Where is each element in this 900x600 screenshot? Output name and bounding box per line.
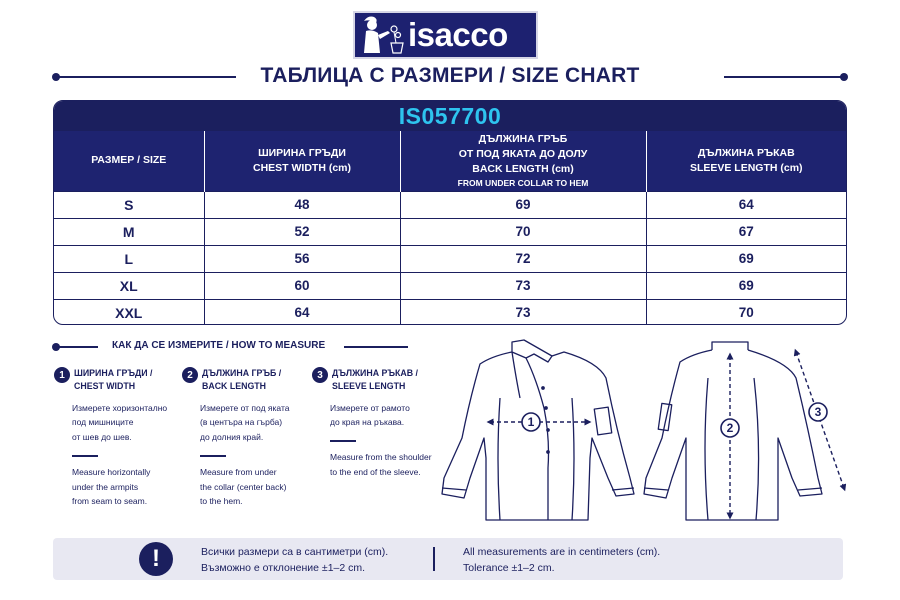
step-text-en: Measure from under	[200, 466, 277, 477]
notice-bg-line-2: Възможно е отклонение ±1–2 cm.	[201, 561, 366, 574]
model-code: IS057700	[54, 101, 846, 131]
step-text-en: Measure horizontally	[72, 466, 151, 477]
cell-chest: 56	[204, 245, 400, 272]
chef-figure-icon	[358, 13, 412, 57]
step-back-length	[182, 367, 307, 509]
step-heading-bg: ШИРИНА ГРЪДИ /	[74, 368, 153, 378]
cell-sleeve: 69	[646, 245, 846, 272]
step-text-en: Measure from the shoulder	[330, 451, 432, 462]
marker-3-label: 3	[814, 405, 822, 419]
step-text-en: to the end of the sleeve.	[330, 466, 421, 477]
step-text-bg: от шев до шев.	[72, 432, 132, 443]
cell-chest: 60	[204, 272, 400, 299]
cell-size: L	[54, 245, 204, 272]
step-number-badge: 3	[312, 367, 328, 383]
step-text-en: the collar (center back)	[200, 481, 287, 492]
step-divider	[72, 455, 98, 457]
step-divider	[330, 440, 356, 442]
title-dot-right	[840, 73, 848, 81]
notice-en-line-1: All measurements are in centimeters (cm).	[463, 546, 661, 558]
measurement-notice	[53, 538, 843, 580]
table-row	[54, 245, 846, 272]
how-rule-right	[344, 346, 408, 348]
cell-chest: 48	[204, 191, 400, 218]
step-heading-en: CHEST WIDTH	[74, 380, 136, 391]
cell-size: S	[54, 191, 204, 218]
step-chest-width	[54, 367, 179, 509]
cell-chest: 64	[204, 299, 400, 325]
cell-sleeve: 64	[646, 191, 846, 218]
header-size: РАЗМЕР / SIZE	[54, 131, 204, 191]
table-row	[54, 191, 846, 218]
size-table	[54, 131, 846, 325]
step-heading-en: SLEEVE LENGTH	[332, 380, 406, 391]
step-text-bg: Измерете хоризонтално	[72, 402, 168, 413]
how-to-measure-title: КАК ДА СЕ ИЗМЕРИТЕ / HOW TO MEASURE	[112, 340, 326, 351]
step-text-en: to the hem.	[200, 496, 243, 507]
marker-1-label: 1	[527, 415, 535, 429]
cell-chest: 52	[204, 218, 400, 245]
cell-sleeve: 67	[646, 218, 846, 245]
title-rule-right	[724, 76, 844, 78]
page-title: ТАБЛИЦА С РАЗМЕРИ / SIZE CHART	[260, 64, 640, 87]
table-row	[54, 272, 846, 299]
cell-size: XL	[54, 272, 204, 299]
title-row	[52, 64, 848, 90]
table-header-row	[54, 131, 846, 191]
step-text-bg: до края на ръкава.	[330, 417, 405, 428]
how-rule-left	[56, 346, 98, 348]
header-back: ДЪЛЖИНА ГРЪБ ОТ ПОД ЯКАТА ДО ДОЛУ BACK LENGTH (cm) FROM UNDER COLLAR TO HEM	[400, 131, 646, 191]
cell-size: M	[54, 218, 204, 245]
brand-logo	[353, 11, 538, 59]
notice-en-line-2: Tolerance ±1–2 cm.	[463, 561, 555, 574]
jacket-diagrams	[440, 338, 855, 528]
step-text-en: from seam to seam.	[72, 496, 148, 507]
logo-wordmark: isacco	[408, 16, 508, 53]
cell-sleeve: 69	[646, 272, 846, 299]
step-heading-bg: ДЪЛЖИНА РЪКАВ /	[332, 368, 418, 378]
step-text-bg: (в центъра на гърба)	[200, 417, 283, 428]
cell-sleeve: 70	[646, 299, 846, 325]
marker-2-label: 2	[726, 421, 734, 435]
notice-bg-line-1: Всички размери са в сантиметри (cm).	[201, 546, 389, 558]
notice-text-bg	[201, 545, 388, 577]
cell-back: 73	[400, 272, 646, 299]
cell-back: 69	[400, 191, 646, 218]
size-table-card	[53, 100, 847, 325]
header-sleeve: ДЪЛЖИНА РЪКАВ SLEEVE LENGTH (cm)	[646, 131, 846, 191]
step-text-bg: под мишниците	[72, 417, 134, 428]
step-sleeve-length	[312, 367, 447, 480]
step-text-bg: до долния край.	[200, 432, 264, 443]
cell-size: XXL	[54, 299, 204, 325]
step-text-bg: Измерете от рамото	[330, 402, 410, 413]
step-number-badge: 1	[54, 367, 70, 383]
step-number-badge: 2	[182, 367, 198, 383]
header-chest: ШИРИНА ГРЪДИ CHEST WIDTH (cm)	[204, 131, 400, 191]
step-heading-bg: ДЪЛЖИНА ГРЪБ /	[202, 368, 282, 378]
step-heading-en: BACK LENGTH	[202, 380, 267, 391]
step-divider	[200, 455, 226, 457]
front-jacket-drawing	[442, 340, 634, 520]
how-to-measure-heading	[52, 340, 412, 354]
table-row	[54, 218, 846, 245]
step-text-en: under the armpits	[72, 481, 139, 492]
cell-back: 73	[400, 299, 646, 325]
notice-divider	[433, 547, 435, 571]
cell-back: 72	[400, 245, 646, 272]
notice-text-en	[463, 545, 660, 577]
step-text-bg: Измерете от под яката	[200, 402, 290, 413]
cell-back: 70	[400, 218, 646, 245]
exclamation-icon: !	[139, 542, 173, 576]
table-row	[54, 299, 846, 325]
